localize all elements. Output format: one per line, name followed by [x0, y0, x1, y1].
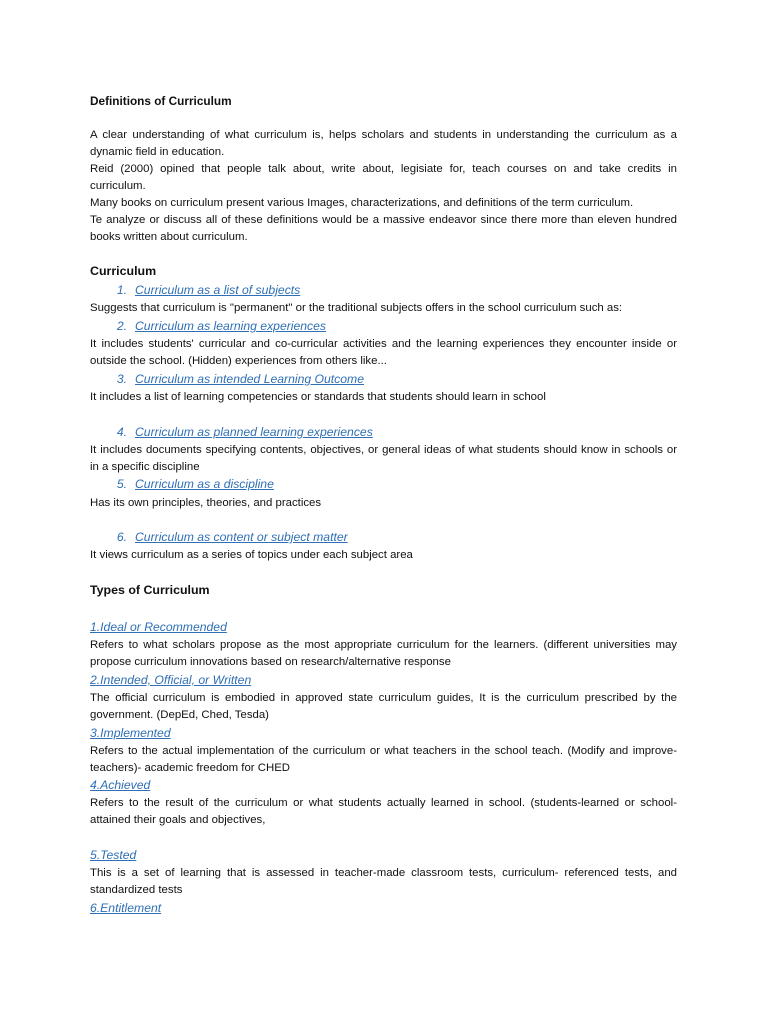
item-description: It includes a list of learning competencies or standards that students should learn in school	[90, 391, 546, 403]
intro-line: Many books on curriculum present various Images, characterizations, and definitions of the term curriculum.	[90, 197, 634, 209]
item-number: 4.	[116, 425, 127, 439]
item-number: 3.	[116, 372, 127, 386]
type-description: Refers to what scholars propose as the most appropriate curriculum for the learners. (different universities may	[90, 639, 677, 651]
item-description: Has its own principles, theories, and practices	[90, 497, 322, 509]
type-description: Refers to the actual implementation of the curriculum or what teachers in the school teach. (Modify and improve-	[90, 745, 677, 757]
type-description: Refers to the result of the curriculum or what students actually learned in school. (students-learned or school-	[90, 797, 677, 809]
curriculum-item-5	[105, 476, 274, 493]
type-description: standardized tests	[90, 884, 183, 896]
type-description: teachers)- academic freedom for CHED	[90, 762, 291, 774]
item-description: It views curriculum as a series of topics under each subject area	[90, 549, 413, 561]
page-title: Definitions of Curriculum	[90, 94, 232, 108]
curriculum-link-5[interactable]: Curriculum as a discipline	[135, 477, 274, 491]
item-number: 5.	[116, 477, 127, 491]
item-description: Suggests that curriculum is "permanent" or the traditional subjects offers in the school curriculum such as:	[90, 302, 623, 314]
curriculum-link-2[interactable]: Curriculum as learning experiences	[135, 319, 327, 333]
type-link-ideal[interactable]: 1.Ideal or Recommended	[90, 620, 227, 634]
type-description: This is a set of learning that is assessed in teacher-made classroom tests, curriculum- referenced tests, and	[90, 867, 677, 879]
item-description: outside the school. (Hidden) experiences from others like...	[90, 355, 387, 367]
curriculum-item-1	[105, 282, 300, 299]
curriculum-link-1[interactable]: Curriculum as a list of subjects	[135, 283, 301, 297]
type-link-intended[interactable]: 2.Intended, Official, or Written	[90, 673, 252, 687]
item-number: 6.	[116, 530, 127, 544]
type-description: attained their goals and objectives,	[90, 814, 266, 826]
curriculum-link-4[interactable]: Curriculum as planned learning experiences	[135, 425, 373, 439]
intro-line: Te analyze or discuss all of these definitions would be a massive endeavor since there more than eleven hundred	[90, 214, 677, 226]
intro-line: A clear understanding of what curriculum is, helps scholars and students in understanding the curriculum as a	[90, 129, 677, 141]
item-description: It includes students' curricular and co-curricular activities and the learning experiences they encounter inside or	[90, 338, 677, 350]
item-description: It includes documents specifying contents, objectives, or general ideas of what students should know in schools or	[90, 444, 677, 456]
type-link-achieved[interactable]: 4.Achieved	[90, 778, 151, 792]
type-link-implemented[interactable]: 3.Implemented	[90, 726, 171, 740]
intro-line: curriculum.	[90, 180, 146, 192]
section-heading-types: Types of Curriculum	[90, 583, 210, 597]
curriculum-item-3	[105, 371, 364, 388]
item-description: in a specific discipline	[90, 461, 200, 473]
type-link-tested[interactable]: 5.Tested	[90, 848, 137, 862]
curriculum-item-2	[105, 318, 326, 335]
intro-line: dynamic field in education.	[90, 146, 225, 158]
intro-line: books written about curriculum.	[90, 231, 248, 243]
intro-line: Reid (2000) opined that people talk about, write about, legisiate for, teach courses on and take credits in	[90, 163, 677, 175]
type-link-entitlement[interactable]: 6.Entitlement	[90, 901, 162, 915]
type-description: propose curriculum innovations based on research/alternative response	[90, 656, 451, 668]
curriculum-item-4	[105, 424, 373, 441]
curriculum-item-6	[105, 529, 348, 546]
curriculum-link-6[interactable]: Curriculum as content or subject matter	[135, 530, 348, 544]
type-description: government. (DepEd, Ched, Tesda)	[90, 709, 269, 721]
item-number: 2.	[116, 319, 127, 333]
type-description: The official curriculum is embodied in approved state curriculum guides, It is the curriculum prescribed by the	[90, 692, 677, 704]
curriculum-link-3[interactable]: Curriculum as intended Learning Outcome	[135, 372, 364, 386]
section-heading-curriculum: Curriculum	[90, 264, 157, 278]
item-number: 1.	[116, 283, 127, 297]
